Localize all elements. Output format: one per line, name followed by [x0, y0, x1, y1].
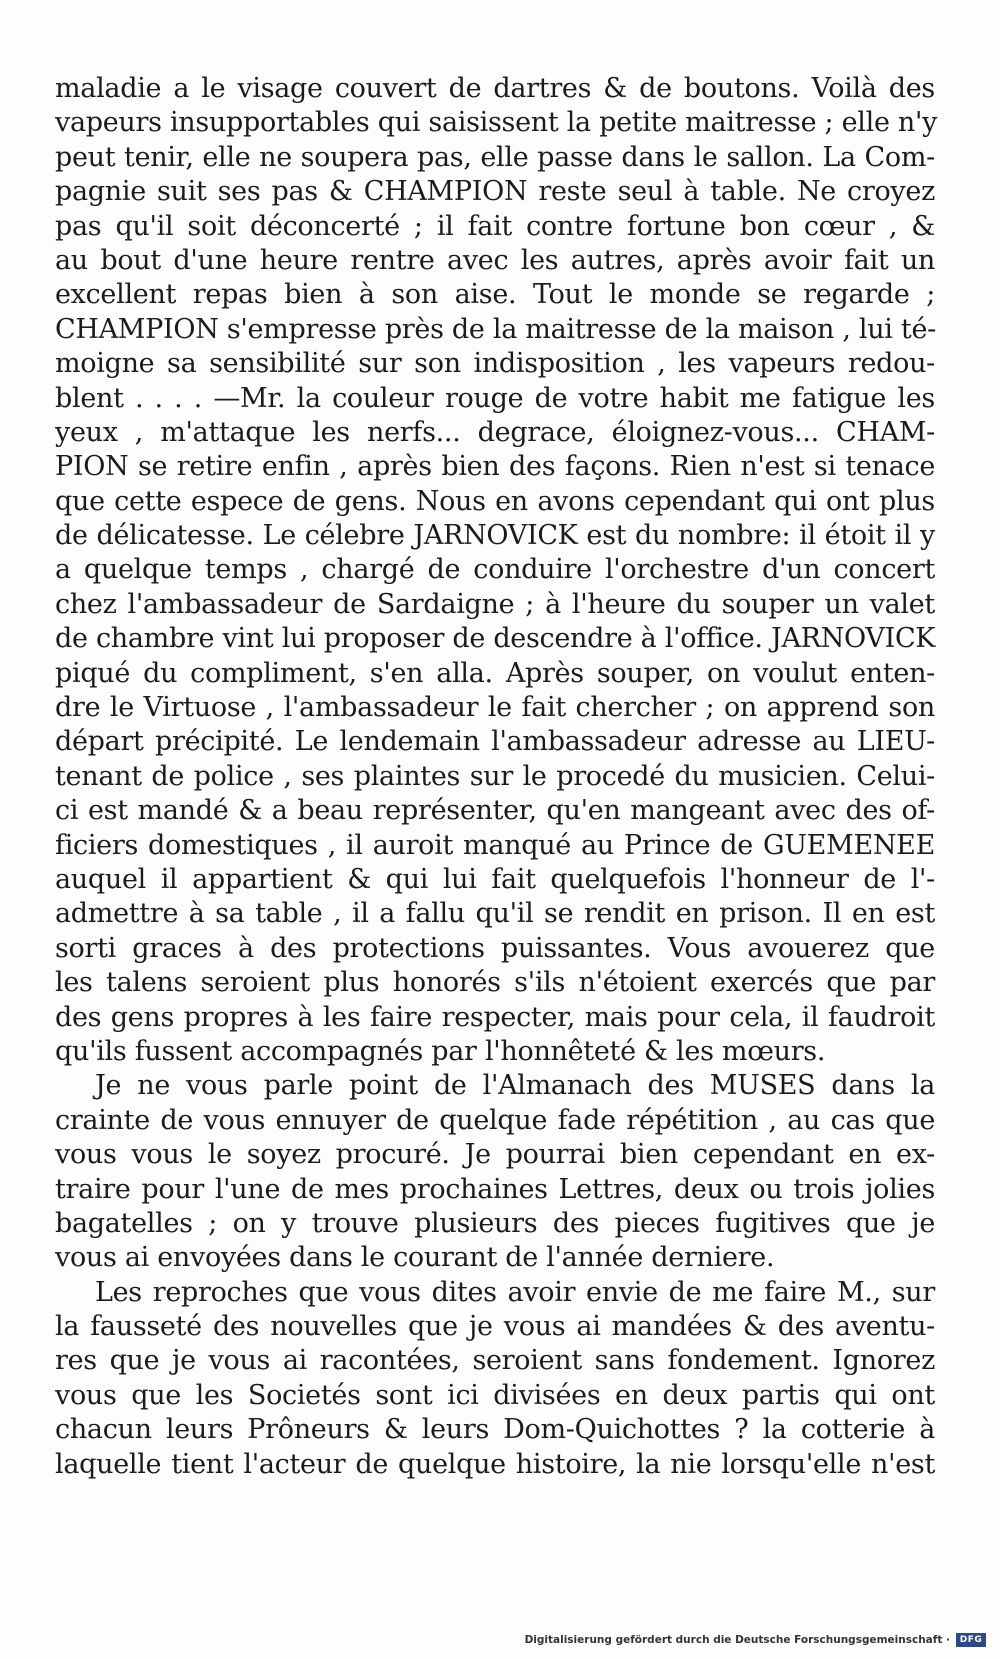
- text-line: maladie a le visage couvert de dartres & de boutons. Voilà des: [55, 73, 935, 104]
- text-line: Je ne vous parle point de l'Almanach des MUSES dans la: [95, 1070, 935, 1102]
- text-line: des gens propres à les faire respecter, mais pour cela, il faudroit: [55, 1001, 935, 1033]
- text-line: ficiers domestiques , il auroit manqué au Prince de GUEMENEE: [55, 829, 935, 861]
- text-line: chez l'ambassadeur de Sardaigne ; à l'heure du souper un valet: [55, 588, 935, 620]
- text-line: Les reproches que vous dites avoir envie de me faire M., sur: [95, 1276, 935, 1308]
- body-text: [55, 72, 938, 1482]
- text-line: pagnie suit ses pas & CHAMPION reste seul à table. Ne croyez: [55, 176, 935, 208]
- text-line: peut tenir, elle ne soupera pas, elle passe dans le sallon. La Com-: [55, 141, 935, 173]
- text-line: au bout d'une heure rentre avec les autres, après avoir fait un: [55, 244, 935, 276]
- text-line: PION se retire enfin , après bien des façons. Rien n'est si tenace: [55, 451, 935, 483]
- text-line: les talens seroient plus honorés s'ils n'étoient exercés que par: [55, 967, 935, 999]
- text-line: de délicatesse. Le célebre JARNOVICK est du nombre: il étoit il y: [55, 520, 935, 552]
- text-line: yeux , m'attaque les nerfs... degrace, éloignez-vous... CHAM-: [55, 416, 935, 448]
- text-line: ci est mandé & a beau représenter, qu'en mangeant avec des of-: [55, 795, 935, 827]
- text-line: excellent repas bien à son aise. Tout le monde se regarde ;: [55, 279, 935, 311]
- text-line: la fausseté des nouvelles que je vous ai mandées & des aventu-: [55, 1311, 935, 1343]
- text-line: traire pour l'une de mes prochaines Lettres, deux ou trois jolies: [55, 1173, 935, 1205]
- text-line: moigne sa sensibilité sur son indisposition , les vapeurs redou-: [55, 348, 935, 380]
- credit-text: Digitalisierung gefördert durch die Deutsche Forschungsgemeinschaft ·: [524, 1634, 950, 1646]
- text-line: dre le Virtuose , l'ambassadeur le fait chercher ; on apprend son: [55, 692, 935, 724]
- text-line: de chambre vint lui proposer de descendre à l'office. JARNOVICK: [55, 623, 936, 655]
- dfg-logo: DFG: [956, 1633, 986, 1647]
- text-line: piqué du compliment, s'en alla. Après souper, on voulut enten-: [55, 657, 935, 689]
- text-line: CHAMPION s'empresse près de la maitresse de la maison , lui té-: [55, 313, 936, 345]
- text-line: auquel il appartient & qui lui fait quelquefois l'honneur de l'-: [55, 863, 935, 895]
- text-line: vous ai envoyées dans le courant de l'année derniere.: [55, 1242, 775, 1274]
- text-line: laquelle tient l'acteur de quelque histoire, la nie lorsqu'elle n'est: [55, 1448, 935, 1480]
- text-line: sorti graces à des protections puissantes. Vous avouerez que: [55, 932, 935, 964]
- digitization-credit: [525, 1629, 986, 1651]
- text-line: admettre à sa table , il a fallu qu'il se rendit en prison. Il en est: [55, 898, 935, 930]
- text-line: qu'ils fussent accompagnés par l'honnêteté & les mœurs.: [55, 1035, 826, 1067]
- text-line: tenant de police , ses plaintes sur le procedé du musicien. Celui-: [55, 760, 935, 792]
- text-line: vous vous le soyez procuré. Je pourrai bien cependant en ex-: [55, 1139, 935, 1171]
- text-line: que cette espece de gens. Nous en avons cependant qui ont plus: [55, 485, 935, 517]
- text-line: blent . . . . —Mr. la couleur rouge de votre habit me fatigue les: [55, 382, 935, 414]
- text-line: vapeurs insupportables qui saisissent la petite maitresse ; elle n'y: [55, 107, 938, 139]
- text-line: crainte de vous ennuyer de quelque fade répétition , au cas que: [55, 1104, 935, 1136]
- text-line: vous que les Societés sont ici divisées en deux partis qui ont: [55, 1379, 935, 1411]
- text-line: pas qu'il soit déconcerté ; il fait contre fortune bon cœur , &: [55, 210, 935, 242]
- text-line: res que je vous ai racontées, seroient sans fondement. Ignorez: [55, 1345, 935, 1377]
- text-line: départ précipité. Le lendemain l'ambassadeur adresse au LIEU-: [55, 726, 935, 758]
- text-line: a quelque temps , chargé de conduire l'orchestre d'un concert: [55, 554, 935, 586]
- text-line: bagatelles ; on y trouve plusieurs des pieces fugitives que je: [55, 1207, 935, 1239]
- text-line: chacun leurs Prôneurs & leurs Dom-Quichottes ? la cotterie à: [55, 1414, 935, 1446]
